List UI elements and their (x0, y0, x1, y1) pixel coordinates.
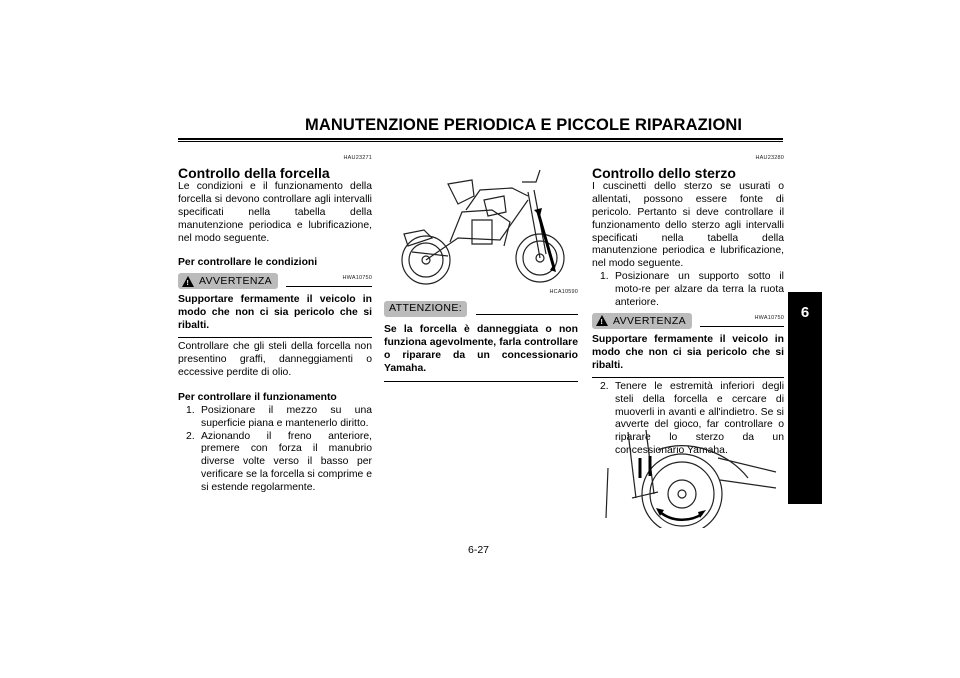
warning-label: AVVERTENZA (613, 314, 687, 327)
list-item-number: 1. (186, 404, 195, 416)
list-item (178, 431, 372, 496)
caution-label: ATTENZIONE: (389, 302, 463, 315)
left-column (178, 152, 372, 495)
caution-end-rule (384, 381, 578, 382)
list-item (178, 405, 372, 431)
warning-rule (700, 326, 784, 327)
section-heading-fork: Controllo della forcella (178, 164, 330, 181)
warning-triangle-icon: ! (596, 315, 608, 326)
list-item-number: 2. (186, 430, 195, 442)
fork-intro-paragraph: Le condizioni e il funzionamento della forcella si devono controllare agli intervalli specificati nella tabella della manutenzione periodica e lubrificazione, nel modo seguente. (178, 180, 372, 244)
reference-code: HAU23271 (343, 155, 372, 161)
chapter-tab (788, 292, 822, 504)
reference-code: HWA10750 (342, 275, 372, 282)
list-item (592, 271, 784, 310)
warning-row (178, 273, 372, 291)
reference-code: HCA10590 (549, 289, 578, 295)
reference-code: HWA10750 (754, 314, 784, 321)
warning-row (592, 313, 784, 331)
caution-row (384, 301, 578, 319)
list-item-number: 1. (600, 271, 609, 283)
list-item-number: 2. (600, 380, 609, 392)
subheading-condition: Per controllare le condizioni (178, 257, 318, 269)
caution-rule (476, 314, 578, 315)
caution-label-box (384, 301, 467, 317)
right-column (592, 152, 784, 458)
middle-column (384, 286, 578, 382)
header-rule-thin (178, 141, 783, 142)
page-header-title: MANUTENZIONE PERIODICA E PICCOLE RIPARAZIONI (305, 116, 743, 134)
warning-rule (286, 286, 372, 287)
front-wheel-illustration (598, 428, 778, 528)
warning-label: AVVERTENZA (199, 274, 273, 287)
warning-text: Supportare fermamente il veicolo in modo che non ci sia pericolo che si ribalti. (592, 333, 784, 371)
section-heading-steering: Controllo dello sterzo (592, 164, 736, 181)
list-item-text: Azionando il freno anteriore, premere con forza il manubrio diverse volte verso il basso per verificare se la forcella si comprime e si estende regolarmente. (201, 430, 372, 494)
warning-triangle-icon: ! (182, 276, 194, 287)
warning-label-box (178, 273, 278, 289)
list-item-text: Posizionare il mezzo su una superficie piana e mantenerlo diritto. (201, 404, 372, 429)
motorcycle-fork-illustration (388, 160, 578, 290)
steering-intro-paragraph: I cuscinetti dello sterzo se usurati o allentati, possono essere fonte di pericolo. Pertanto si deve controllare il funzionamento dello sterzo agli intervalli specificati nella tabella della manutenzione periodica e lubrificazione, nel modo seguente. (592, 180, 784, 270)
warning-label-box (592, 313, 692, 329)
warning-text: Supportare fermamente il veicolo in modo che non ci sia pericolo che si ribalti. (178, 294, 372, 332)
list-item-text: Posizionare un supporto sotto il moto-re per alzare da terra la ruota anteriore. (615, 271, 784, 309)
condition-check-paragraph: Controllare che gli steli della forcella non presentino graffi, danneggiamenti o eccessive perdite di olio. (178, 341, 372, 378)
reference-code: HAU23280 (755, 155, 784, 161)
subheading-operation: Per controllare il funzionamento (178, 391, 337, 403)
header-rule-thick (178, 138, 783, 140)
caution-text: Se la forcella è danneggiata o non funziona agevolmente, farla controllare o riparare da un concessionario Yamaha. (384, 323, 578, 374)
chapter-tab-number: 6 (800, 304, 810, 321)
list-item-text: Tenere le estremità inferiori degli steli della forcella e cercare di muoverli in avanti e all'indietro. Se si avverte del gioco, far controllare o riparare lo sterzo da un concessionario Yamaha. (615, 380, 784, 457)
page-number: 6-27 (468, 544, 490, 556)
